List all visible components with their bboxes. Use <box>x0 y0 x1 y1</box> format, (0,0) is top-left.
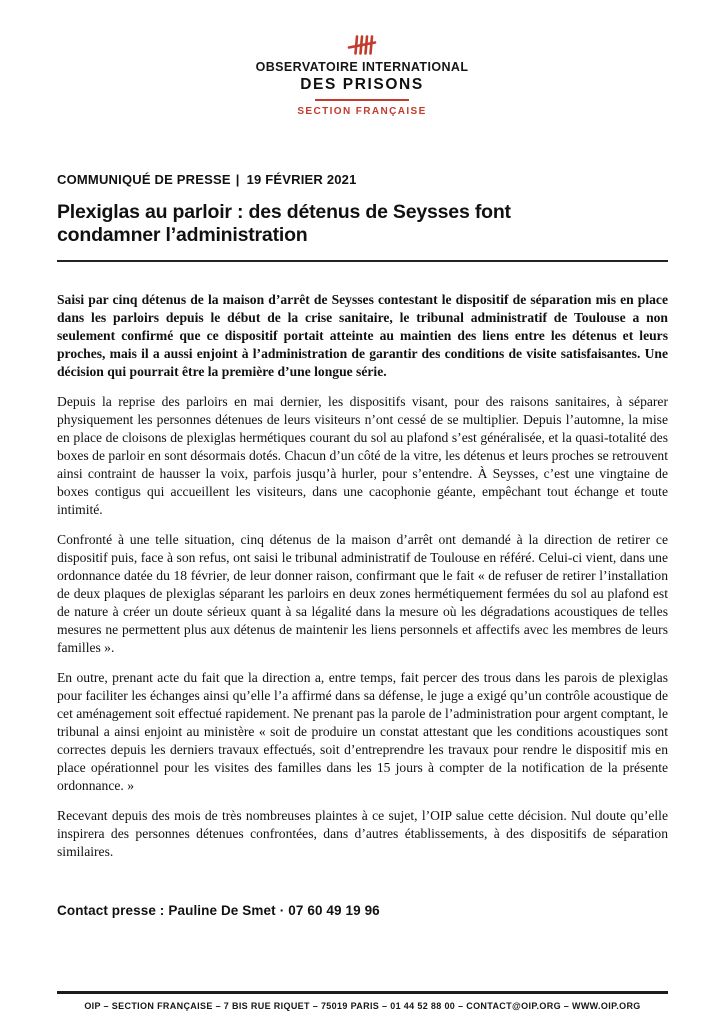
headline-rule <box>57 260 668 262</box>
oip-logo <box>0 0 724 117</box>
logo-divider <box>315 99 409 101</box>
body-paragraph-2: Confronté à une telle situation, cinq détenus de la maison d’arrêt ont demandé à la direction de retirer ce dispositif puis, face à son refus, ont saisi le tribunal administratif de Toulouse en référé. Celui-ci vient, dans une ordonnance datée du 18 février, de leur donner raison, confirmant que le fait « de refuser de retirer l’installation de deux plaques de plexiglas séparant les parloirs en deux zones hermétiquement fermées du sol au plafond est de nature à créer un doute sérieux quant à sa légalité dans la mesure où les dégradations acoustiques de telles mesures ne permettent plus aux détenus de maintenir les liens personnels et affectifs avec les membres de leurs familles ». <box>57 532 668 655</box>
tally-marks-icon <box>346 33 378 57</box>
footer-divider <box>57 991 668 994</box>
contact-separator: · <box>279 903 285 918</box>
logo-section-label: SECTION FRANÇAISE <box>297 106 427 117</box>
body-paragraph-1: Depuis la reprise des parloirs en mai dernier, les dispositifs visant, pour des raisons sanitaires, à séparer physiquement les personnes détenues de leurs visiteurs n’ont cessé de se multiplier. Depuis l’automne, la mise en place de cloisons de plexiglas hermétiques courant du sol au plafond s’est généralisée, et la quasi-totalité des boxes de parloir en sont désormais dotés. Chacun d’un côté de la vitre, les détenus et leurs proches se retrouvent ainsi contraint de hausser la voix, parfois jusqu’à hurler, pour s’entendre. À Seysses, c’est une vingtaine de boxes contigus qui accueillent les visiteurs, dans une cacophonie géante, empêchant tout échange et toute intimité. <box>57 394 668 517</box>
kicker-date: 19 FÉVRIER 2021 <box>246 172 357 187</box>
page-footer <box>57 991 668 1011</box>
kicker-label: COMMUNIQUÉ DE PRESSE <box>57 172 231 187</box>
kicker-separator: | <box>235 172 240 187</box>
kicker-line <box>57 172 668 187</box>
contact-label: Contact presse : <box>57 903 165 918</box>
lede-paragraph: Saisi par cinq détenus de la maison d’arrêt de Seysses contestant le dispositif de séparation mis en place dans les parloirs depuis le début de la crise sanitaire, le tribunal administratif de Toulouse a non seulement confirmé que ce dispositif portait atteinte au maintien des liens entre les détenus et leurs proches, mais il a aussi enjoint à l’administration de garantir des conditions de visite satisfaisantes. Une décision qui pourrait être la première d’une longue série. <box>57 292 668 379</box>
body-paragraph-4: Recevant depuis des mois de très nombreuses plaintes à ce sujet, l’OIP salue cette décision. Nul doute qu’elle inspirera des personnes détenues confrontées, dans d’autres établissements, à des dispositifs de séparation similaires. <box>57 808 668 859</box>
logo-org-line1: OBSERVATOIRE INTERNATIONAL <box>255 60 469 74</box>
footer-contact-line: OIP – SECTION FRANÇAISE – 7 BIS RUE RIQUET – 75019 PARIS – 01 44 52 88 00 – CONTACT@OIP.ORG – WWW.OIP.ORG <box>84 1001 641 1011</box>
headline: Plexiglas au parloir : des détenus de Seysses font condamner l’administration <box>57 201 511 246</box>
press-contact-line <box>57 903 668 918</box>
contact-phone: 07 60 49 19 96 <box>288 903 380 918</box>
contact-name: Pauline De Smet <box>168 903 276 918</box>
logo-org-line2: DES PRISONS <box>300 76 424 93</box>
body-paragraph-3: En outre, prenant acte du fait que la direction a, entre temps, fait percer des trous dans les parois de plexiglas pour faciliter les échanges ainsi qu’elle l’a affirmé dans sa défense, le juge a exigé qu’un contrôle acoustique de cet aménagement soit effectué rapidement. Ne prenant pas la parole de l’administration pour argent comptant, le tribunal a ainsi enjoint au ministère « soit de produire un constat attestant que les conditions acoustiques sont correctes depuis les derniers travaux effectués, soit d’entreprendre les travaux pour rendre le dispositif mis en place opérationnel pour les visites des familles dans les 15 jours à compter de la notification de la présente ordonnance. » <box>57 670 668 793</box>
press-release-content <box>0 172 724 918</box>
